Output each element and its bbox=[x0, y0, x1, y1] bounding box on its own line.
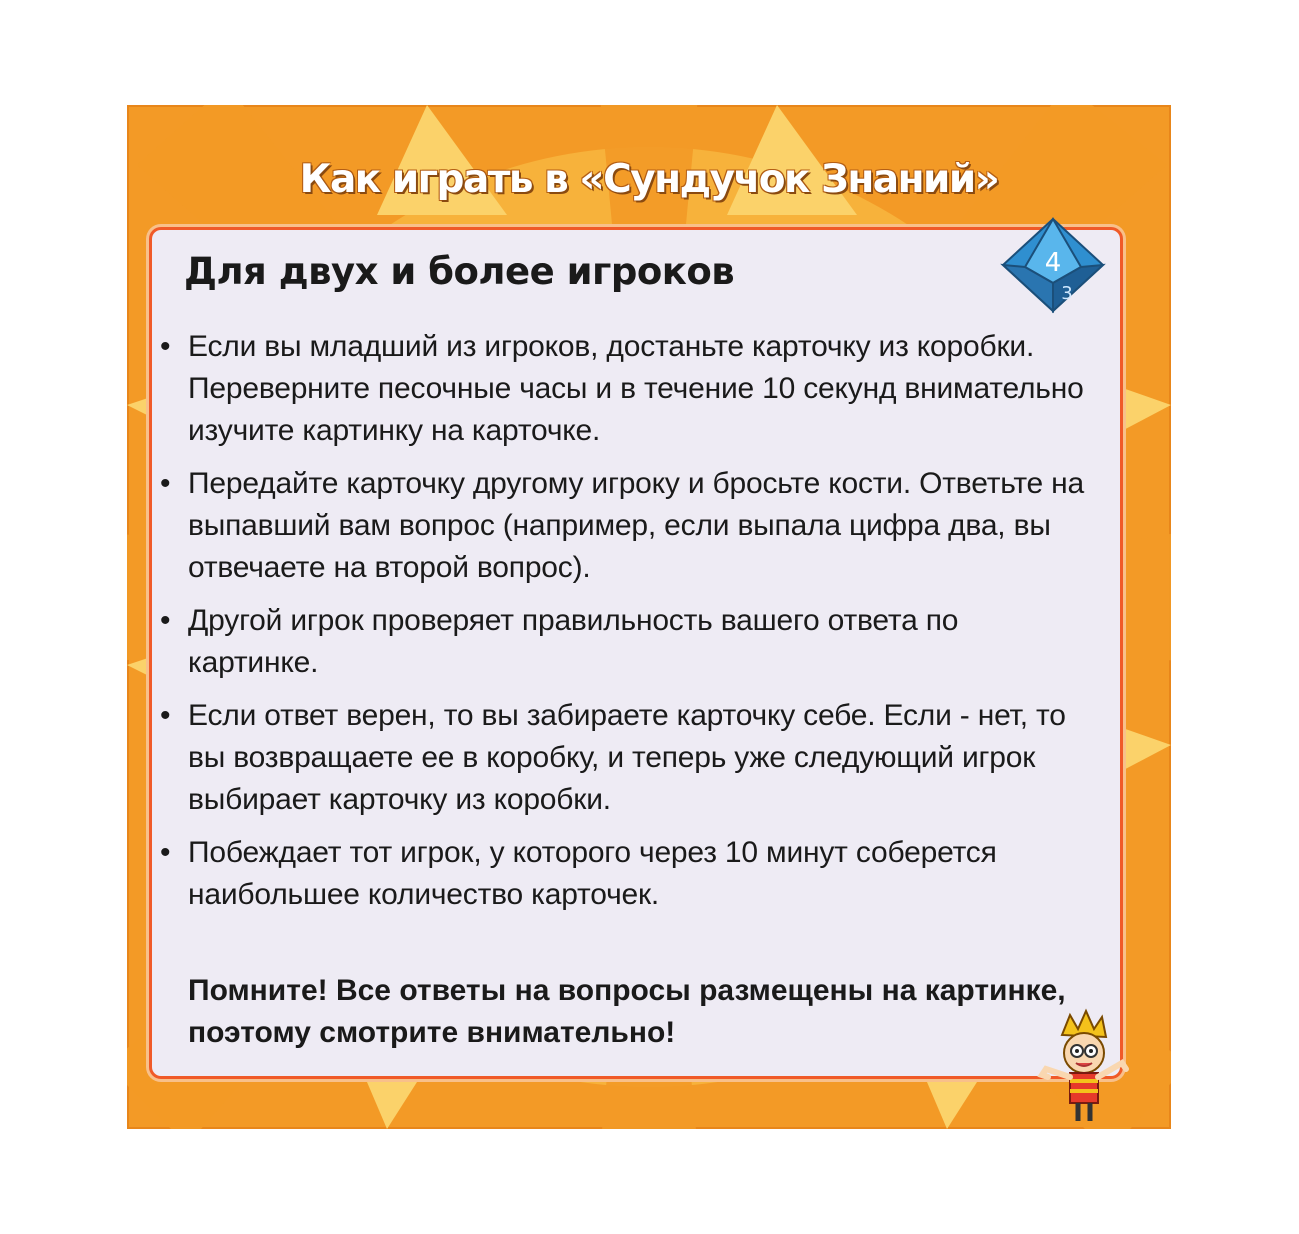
page-title: Как играть в «Сундучок Знаний» bbox=[299, 157, 999, 202]
rule-text: Другой игрок проверяет правильность вашего ответа по картинке. bbox=[188, 604, 959, 679]
reminder-text: Помните! Все ответы на вопросы размещены на картинке, поэтому смотрите внимательно! bbox=[188, 974, 1066, 1049]
subtitle: Для двух и более игроков bbox=[184, 250, 735, 293]
list-item bbox=[152, 463, 1092, 589]
die-top-number: 4 bbox=[1044, 248, 1062, 278]
rule-text: Передайте карточку другому игроку и бросьте кости. Ответьте на выпавший вам вопрос (например, если выпала цифра два, вы отвечаете на второй вопрос). bbox=[188, 467, 1084, 584]
rule-text: Побеждает тот игрок, у которого через 10 минут соберется наибольшее количество карточек. bbox=[188, 836, 997, 911]
list-item bbox=[152, 695, 1092, 821]
die-side-number: 3 bbox=[1061, 283, 1073, 304]
d10-die-icon bbox=[997, 215, 1109, 315]
rule-text: Если вы младший из игроков, достаньте карточку из коробки. Переверните песочные часы и в течение 10 секунд внимательно изучите картинку на карточке. bbox=[188, 330, 1084, 447]
bullet: • bbox=[160, 699, 171, 732]
bullet: • bbox=[160, 330, 171, 363]
rule-text: Если ответ верен, то вы забираете карточку себе. Если - нет, то вы возвращаете ее в коробку, и теперь уже следующий игрок выбирает карточку из коробки. bbox=[188, 699, 1066, 816]
list-item bbox=[152, 832, 1092, 916]
rules-panel bbox=[149, 227, 1123, 1079]
rules-list bbox=[152, 326, 1092, 927]
bullet: • bbox=[160, 467, 171, 500]
list-item bbox=[152, 600, 1092, 684]
bullet: • bbox=[160, 836, 171, 869]
bullet: • bbox=[160, 604, 171, 637]
list-item bbox=[152, 326, 1092, 452]
kid-mascot-icon bbox=[1032, 1005, 1132, 1125]
rules-card bbox=[127, 105, 1171, 1129]
